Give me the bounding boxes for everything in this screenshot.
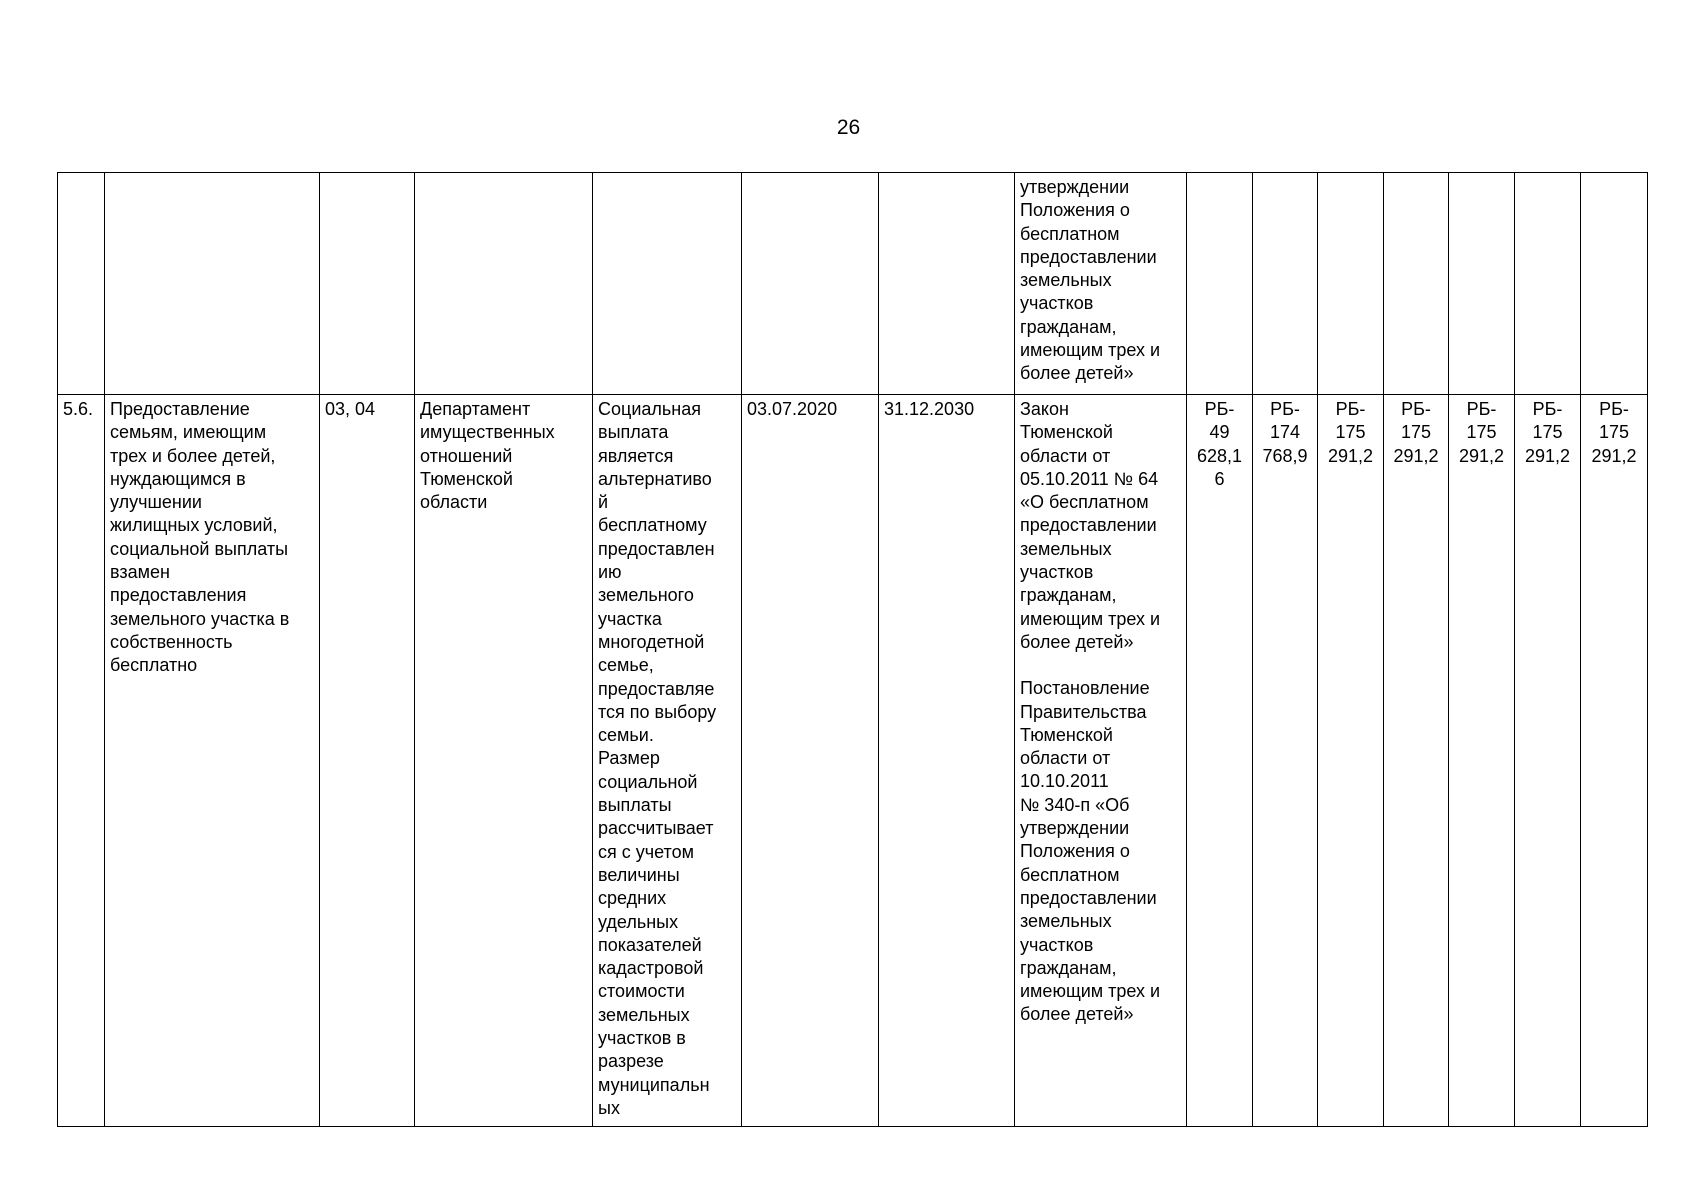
description-cell <box>593 395 742 1127</box>
funding-value-line: 175 <box>1335 422 1366 443</box>
funding-value-cell <box>1449 395 1515 1127</box>
funding-value-line: 291,2 <box>1591 445 1637 466</box>
funding-value-line: РБ- <box>1401 399 1431 419</box>
funding-value-line: 6 <box>1214 468 1225 489</box>
funding-value-line: 49 <box>1209 422 1230 443</box>
funding-value-line: 291,2 <box>1458 445 1505 466</box>
funding-value-line: 768,9 <box>1262 445 1308 466</box>
description-text: Социальная выплата является альтернативо й бесплатному предоставлен ию земельного участка многодетной семье, предоставляе тся по выбору семьи. Размер социальной выплаты рассчитывает ся с учетом величины средних удельных показателей кадастровой стоимости земельных участков в разрезе муниципальн ых <box>598 399 717 1118</box>
legal-basis-paragraph: Закон Тюменской области от 05.10.2011 № 64 «О бесплатном предоставлении земельных участков гражданам, имеющим трех и более детей» <box>1020 399 1161 652</box>
start-date-text: 03.07.2020 <box>747 399 838 419</box>
funding-value-line: 291,2 <box>1327 445 1374 466</box>
page-number: 26 <box>836 116 861 139</box>
funding-value-cell <box>1187 395 1253 1127</box>
start-date-cell <box>742 395 879 1127</box>
legal-basis-cell <box>1015 395 1187 1127</box>
table-row <box>58 173 1648 395</box>
start-date-cell <box>742 173 879 395</box>
funding-value-line: РБ- <box>1270 399 1300 419</box>
funding-value-line: 175 <box>1598 422 1630 443</box>
funding-value-line: 175 <box>1400 422 1432 443</box>
code-text: 03, 04 <box>325 399 376 419</box>
activity-name-cell <box>105 173 320 395</box>
funding-value-line: 175 <box>1466 422 1497 443</box>
funding-value-line: РБ- <box>1466 399 1497 419</box>
responsible-text: Департамент имущественных отношений Тюменской области <box>420 399 555 513</box>
row-number-cell <box>58 173 105 395</box>
funding-value-cell <box>1253 395 1318 1127</box>
responsible-cell <box>415 173 593 395</box>
row-number-cell <box>58 395 105 1127</box>
funding-value-line: 628,1 <box>1196 445 1243 466</box>
funding-value-line: РБ- <box>1532 399 1563 419</box>
activity-name-cell <box>105 395 320 1127</box>
funding-value-line: 291,2 <box>1393 445 1439 466</box>
funding-value-line: 174 <box>1269 422 1301 443</box>
funding-value-cell <box>1187 173 1253 395</box>
responsible-cell <box>415 395 593 1127</box>
end-date-text: 31.12.2030 <box>884 399 975 419</box>
funding-value-line: 291,2 <box>1524 445 1571 466</box>
funding-value-cell <box>1449 173 1515 395</box>
legal-basis-paragraph: утверждении Положения о бесплатном предоставлении земельных участков гражданам, имеющим трех и более детей» <box>1020 177 1161 384</box>
program-activities-table <box>57 172 1648 1127</box>
code-cell <box>320 173 415 395</box>
funding-value-cell <box>1384 173 1449 395</box>
activity-name-text: Предоставление семьям, имеющим трех и более детей, нуждающимся в улучшении жилищных условий, социальной выплаты взамен предоставления земельного участка в собственность бесплатно <box>110 399 290 676</box>
table-row <box>58 395 1648 1127</box>
funding-value-line: РБ- <box>1204 399 1235 419</box>
funding-value-cell <box>1515 173 1581 395</box>
row-number-text: 5.6. <box>63 399 94 419</box>
funding-value-cell <box>1253 173 1318 395</box>
end-date-cell <box>879 395 1015 1127</box>
end-date-cell <box>879 173 1015 395</box>
funding-value-cell <box>1384 395 1449 1127</box>
description-cell <box>593 173 742 395</box>
funding-value-cell <box>1318 395 1384 1127</box>
funding-value-cell <box>1515 395 1581 1127</box>
funding-value-line: РБ- <box>1599 399 1629 419</box>
legal-basis-cell <box>1015 173 1187 395</box>
code-cell <box>320 395 415 1127</box>
funding-value-cell <box>1318 173 1384 395</box>
funding-value-line: РБ- <box>1335 399 1366 419</box>
funding-value-cell <box>1581 395 1648 1127</box>
funding-value-cell <box>1581 173 1648 395</box>
legal-basis-paragraph: Постановление Правительства Тюменской области от 10.10.2011 № 340-п «Об утверждении Положения о бесплатном предоставлении земельных участков гражданам, имеющим трех и более детей» <box>1020 678 1161 1025</box>
funding-value-line: 175 <box>1532 422 1563 443</box>
